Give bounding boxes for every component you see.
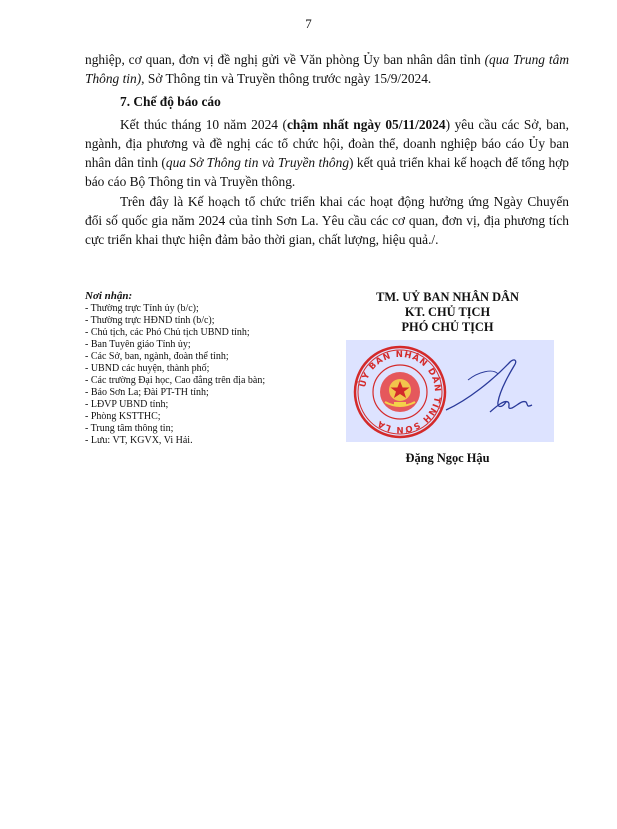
recipient-item: - Lưu: VT, KGVX, Vi Hải.: [85, 435, 193, 446]
paragraph-2-text-a: Kết thúc tháng 10 năm 2024 (: [120, 117, 287, 132]
paragraph-3: [85, 192, 569, 249]
recipient-item: - Báo Sơn La; Đài PT-TH tỉnh;: [85, 387, 209, 398]
signature-stamp-area: [346, 340, 554, 442]
signature-line-2: KT. CHỦ TỊCH: [404, 305, 491, 319]
page-number: 7: [305, 16, 312, 31]
recipient-item: - Thường trực HĐND tỉnh (b/c);: [85, 315, 215, 326]
paragraph-2-text-d: qua Sở Thông tin và Truyền thông: [165, 155, 350, 170]
recipient-item: - Chủ tịch, các Phó Chủ tịch UBND tỉnh;: [85, 327, 250, 338]
handwritten-signature-icon: [438, 350, 548, 430]
recipients-list: [85, 290, 335, 447]
recipient-item: - Phòng KSTTHC;: [85, 411, 161, 422]
recipient-item: - Các Sở, ban, ngành, đoàn thể tỉnh;: [85, 351, 229, 362]
paragraph-2-text-c: ) yêu cầu các Sở, ban, ngành, địa phương và đề nghị các tổ chức hội, đoàn thể, doanh nghiệp báo cáo Ủy ban nhân dân tỉnh (: [85, 117, 569, 170]
signature-line-1: TM. UỶ BAN NHÂN DÂN: [376, 290, 519, 304]
recipients-title: Nơi nhận:: [85, 290, 133, 302]
section-heading: 7. Chế độ báo cáo: [120, 94, 221, 109]
paragraph-1-text-b: (qua Trung tâm Thông tin): [85, 52, 569, 86]
paragraph-2: [85, 115, 569, 191]
recipient-item: - LĐVP UBND tỉnh;: [85, 399, 169, 410]
svg-text:ỦY BAN NHÂN DÂN TỈNH SƠN LA: ỦY BAN NHÂN DÂN TỈNH SƠN LA: [358, 349, 443, 435]
signer-name: Đặng Ngọc Hậu: [405, 451, 490, 465]
paragraph-2-text-e: ) kết quả triển khai kế hoạch để tổng hợp báo cáo Bộ Thông tin và Truyền thông.: [85, 155, 570, 189]
paragraph-1: [85, 50, 569, 88]
signature-header: [340, 290, 555, 335]
paragraph-1-text-a: nghiệp, cơ quan, đơn vị đề nghị gửi về Văn phòng Ủy ban nhân dân tỉnh: [85, 52, 485, 67]
recipient-item: - Ban Tuyên giáo Tỉnh ủy;: [85, 339, 191, 350]
recipient-item: - UBND các huyện, thành phố;: [85, 363, 210, 374]
signature-line-3: PHÓ CHỦ TỊCH: [401, 320, 494, 334]
recipient-item: - Trung tâm thông tin;: [85, 423, 174, 434]
official-seal-icon: [352, 344, 448, 440]
paragraph-1-text-c: , Sở Thông tin và Truyền thông trước ngày 15/9/2024.: [141, 71, 432, 86]
paragraph-2-deadline: chậm nhất ngày 05/11/2024: [286, 117, 446, 132]
paragraph-3-text: Trên đây là Kế hoạch tổ chức triển khai các hoạt động hưởng ứng Ngày Chuyển đổi số quốc gia năm 2024 của tỉnh Sơn La. Yêu cầu các cơ quan, đơn vị, địa phương tích cực triển khai thực hiện đảm bảo thời gian, chất lượng, hiệu quả./.: [85, 194, 569, 247]
recipient-item: - Thường trực Tỉnh ủy (b/c);: [85, 303, 199, 314]
recipient-item: - Các trường Đại học, Cao đẳng trên địa bàn;: [85, 375, 266, 386]
